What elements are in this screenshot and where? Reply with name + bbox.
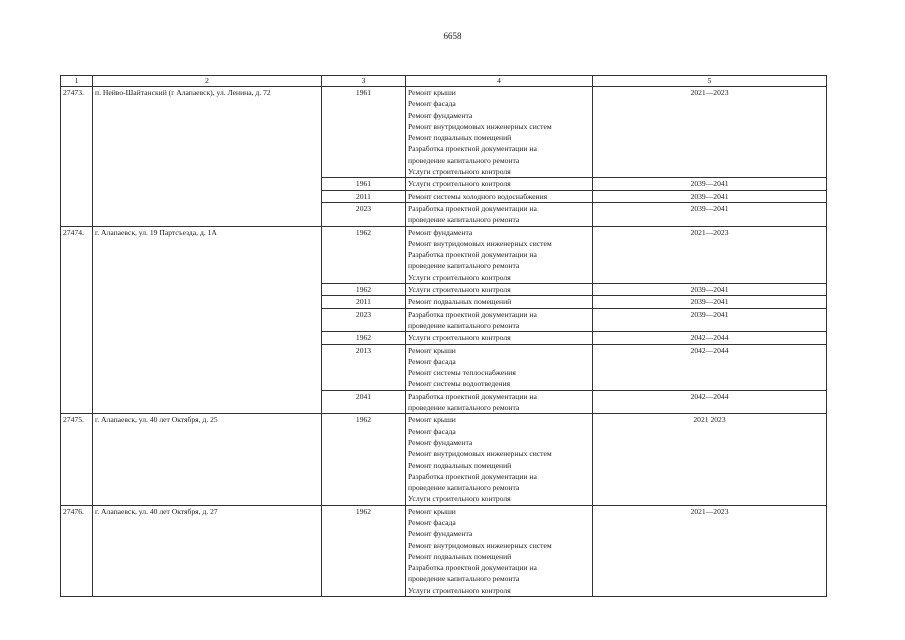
entry-year: 1962 (322, 414, 406, 505)
work-item: Услуги строительного контроля (408, 167, 511, 177)
work-item: Ремонт внутридомовых инженерных систем (408, 121, 552, 131)
work-item: Ремонт внутридомовых инженерных систем (408, 238, 552, 248)
entry-period: 2039—2041 (593, 296, 827, 308)
work-item: Разработка проектной документации на (408, 391, 537, 401)
work-item: Ремонт внутридомовых инженерных систем (408, 540, 552, 550)
work-item: Услуги строительного контроля (408, 494, 511, 504)
work-item: Разработка проектной документации на (408, 144, 537, 154)
work-item: Ремонт фундамента (408, 529, 473, 539)
table-row (61, 87, 827, 178)
entry-year: 1962 (322, 226, 406, 283)
entry-period: 2021 2023 (593, 414, 827, 505)
work-item: проведение капитального ремонта (408, 215, 520, 225)
entry-year: 1961 (322, 178, 406, 190)
table-body (61, 87, 827, 597)
entry-period: 2039—2041 (593, 284, 827, 296)
work-item: Ремонт системы водоотведения (408, 379, 511, 389)
work-item: Разработка проектной документации на (408, 471, 537, 481)
entry-period: 2021—2023 (593, 226, 827, 283)
entry-works (406, 202, 593, 226)
work-item: проведение капитального ремонта (408, 483, 520, 493)
entry-year: 2013 (322, 344, 406, 390)
work-item: Ремонт системы теплоснабжения (408, 368, 516, 378)
object-number: 27475. (61, 414, 93, 505)
work-item: Ремонт подвальных помещений (408, 460, 512, 470)
work-item: проведение капитального ремонта (408, 155, 520, 165)
work-item: Ремонт внутридомовых инженерных систем (408, 449, 552, 459)
work-item: Ремонт фасада (408, 356, 456, 366)
entry-works (406, 190, 593, 202)
entry-period: 2039—2041 (593, 202, 827, 226)
work-item: Услуги строительного контроля (408, 585, 511, 595)
work-item: Ремонт системы холодного водоснабжения (408, 191, 548, 201)
capital-repair-table (60, 75, 827, 597)
entry-year: 1962 (322, 332, 406, 344)
table-row (61, 226, 827, 283)
work-item: Ремонт фасада (408, 99, 456, 109)
entry-period: 2042—2044 (593, 344, 827, 390)
work-item: Ремонт подвальных помещений (408, 133, 512, 143)
work-item: Разработка проектной документации на (408, 563, 537, 573)
entry-period: 2021—2023 (593, 505, 827, 596)
object-number: 27474. (61, 226, 93, 414)
entry-works (406, 178, 593, 190)
work-item: Ремонт подвальных помещений (408, 297, 512, 307)
work-item: Ремонт фасада (408, 426, 456, 436)
entry-works (406, 505, 593, 596)
entry-works (406, 284, 593, 296)
entry-works (406, 390, 593, 414)
work-item: Ремонт фасада (408, 517, 456, 527)
work-item: Ремонт крыши (408, 415, 456, 425)
work-item: Ремонт фундамента (408, 437, 473, 447)
work-item: Ремонт крыши (408, 506, 456, 516)
entry-year: 2023 (322, 308, 406, 332)
entry-year: 2023 (322, 202, 406, 226)
object-address: г. Алапаевск, ул. 40 лет Октября, д. 27 (93, 505, 322, 596)
entry-year: 1962 (322, 284, 406, 296)
entry-works (406, 344, 593, 390)
entry-period: 2042—2044 (593, 390, 827, 414)
header-cell-2: 2 (93, 76, 322, 87)
work-item: Разработка проектной документации на (408, 309, 537, 319)
work-item: Услуги строительного контроля (408, 285, 511, 295)
entry-works (406, 332, 593, 344)
entry-period: 2042—2044 (593, 332, 827, 344)
work-item: Услуги строительного контроля (408, 333, 511, 343)
entry-year: 1962 (322, 505, 406, 596)
work-item: Разработка проектной документации на (408, 250, 537, 260)
header-cell-1: 1 (61, 76, 93, 87)
entry-period: 2021—2023 (593, 87, 827, 178)
object-address: г. Алапаевск, ул. 40 лет Октября, д. 25 (93, 414, 322, 505)
entry-year: 1961 (322, 87, 406, 178)
work-item: Ремонт фундамента (408, 227, 473, 237)
object-number: 27476. (61, 505, 93, 596)
work-item: проведение капитального ремонта (408, 403, 520, 413)
header-row (61, 76, 827, 87)
page-number: 6658 (443, 31, 462, 41)
object-number: 27473. (61, 87, 93, 227)
table-row (61, 505, 827, 596)
entry-period: 2039—2041 (593, 190, 827, 202)
entry-works (406, 226, 593, 283)
entry-period: 2039—2041 (593, 308, 827, 332)
work-item: Ремонт подвальных помещений (408, 551, 512, 561)
work-item: Услуги строительного контроля (408, 179, 511, 189)
work-item: Разработка проектной документации на (408, 203, 537, 213)
entry-works (406, 87, 593, 178)
work-item: Ремонт фундамента (408, 110, 473, 120)
entry-works (406, 414, 593, 505)
entry-works (406, 308, 593, 332)
header-cell-3: 3 (322, 76, 406, 87)
entry-period: 2039—2041 (593, 178, 827, 190)
work-item: Ремонт крыши (408, 345, 456, 355)
work-item: Услуги строительного контроля (408, 272, 511, 282)
object-address: г. Алапаевск, ул. 19 Партсъезда, д. 1А (93, 226, 322, 414)
entry-year: 2041 (322, 390, 406, 414)
header-cell-5: 5 (593, 76, 827, 87)
header-cell-4: 4 (406, 76, 593, 87)
table-row (61, 414, 827, 505)
work-item: проведение капитального ремонта (408, 320, 520, 330)
entry-works (406, 296, 593, 308)
work-item: проведение капитального ремонта (408, 261, 520, 271)
object-address: п. Нейво-Шайтанский (г Алапаевск), ул. Ленина, д. 72 (93, 87, 322, 227)
entry-year: 2011 (322, 190, 406, 202)
entry-year: 2011 (322, 296, 406, 308)
work-item: проведение капитального ремонта (408, 574, 520, 584)
work-item: Ремонт крыши (408, 88, 456, 97)
